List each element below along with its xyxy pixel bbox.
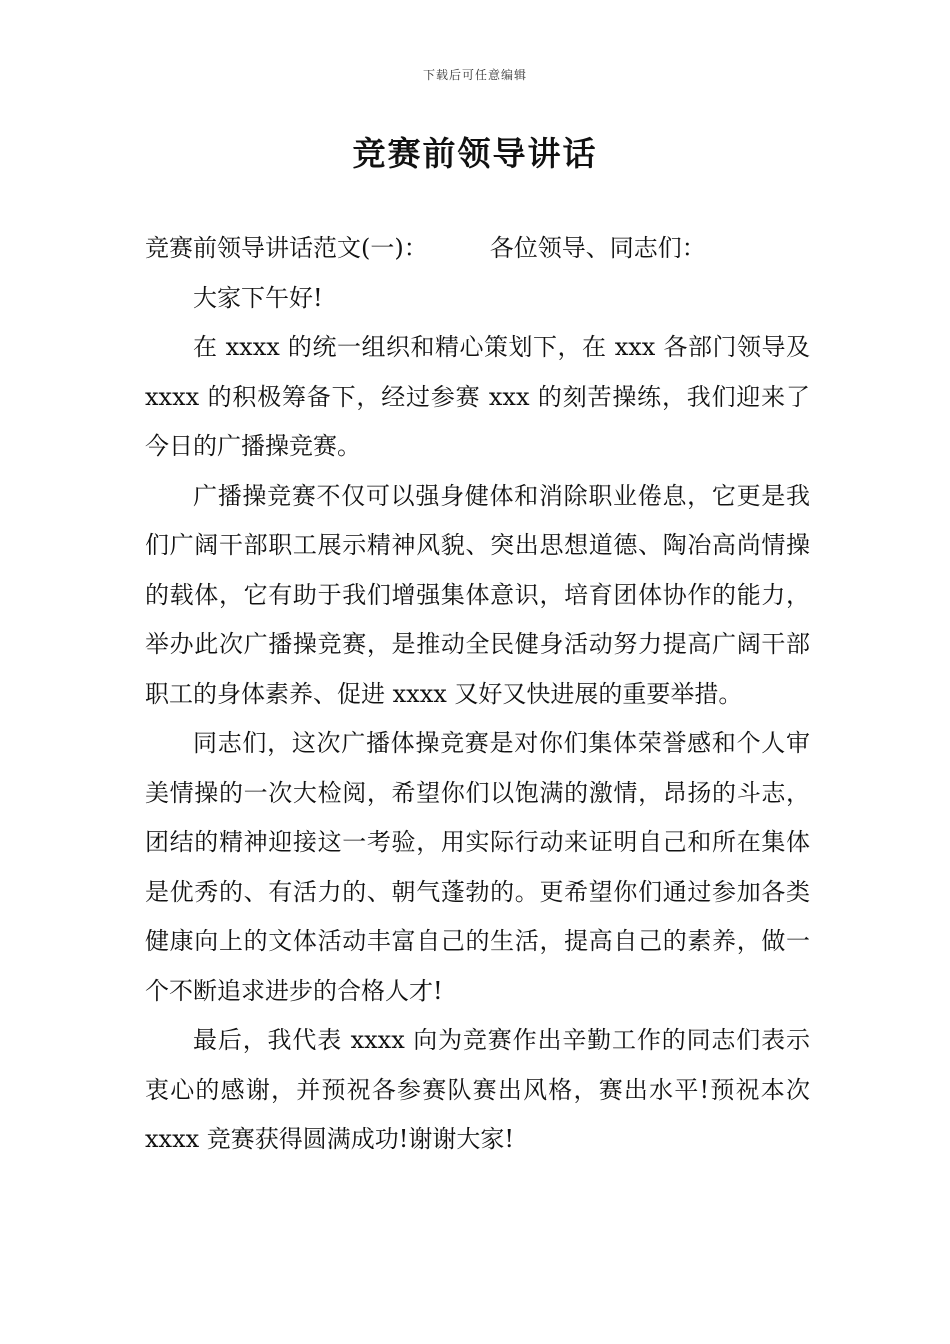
header-note: 下载后可任意编辑	[422, 68, 527, 82]
paragraph-closing: 最后，我代表 xxxx 向为竞赛作出辛勤工作的同志们表示衷心的感谢，并预祝各参赛队赛出风格，赛出水平!预祝本次 xxxx 竞赛获得圆满成功!谢谢大家!	[145, 1026, 810, 1153]
document-body	[145, 224, 810, 1165]
salutation: 各位领导、同志们：	[489, 234, 706, 262]
document-title: 竞赛前领导讲话	[352, 134, 598, 173]
paragraph-1: 在 xxxx 的统一组织和精心策划下，在 xxx 各部门领导及 xxxx 的积极筹备下，经过参赛 xxx 的刻苦操练，我们迎来了今日的广播操竞赛。	[145, 333, 810, 460]
paragraph-3: 同志们，这次广播体操竞赛是对你们集体荣誉感和个人审美情操的一次大检阅，希望你们以饱满的激情，昂扬的斗志，团结的精神迎接这一考验，用实际行动来证明自己和所在集体是优秀的、有活力的、朝气蓬勃的。更希望你们通过参加各类健康向上的文体活动丰富自己的生活，提高自己的素养，做一个不断追求进步的合格人才!	[145, 729, 810, 1005]
intro-label: 竞赛前领导讲话范文(一)：	[145, 234, 428, 262]
intro-line	[145, 224, 810, 274]
paragraph-2: 广播操竞赛不仅可以强身健体和消除职业倦息，它更是我们广阔干部职工展示精神风貌、突出思想道德、陶冶高尚情操的载体，它有助于我们增强集体意识，培育团体协作的能力，举办此次广播操竞赛，是推动全民健身活动努力提高广阔干部职工的身体素养、促进 xxxx 又好又快进展的重要举措。	[145, 481, 810, 708]
paragraph-greeting: 大家下午好!	[193, 283, 323, 312]
